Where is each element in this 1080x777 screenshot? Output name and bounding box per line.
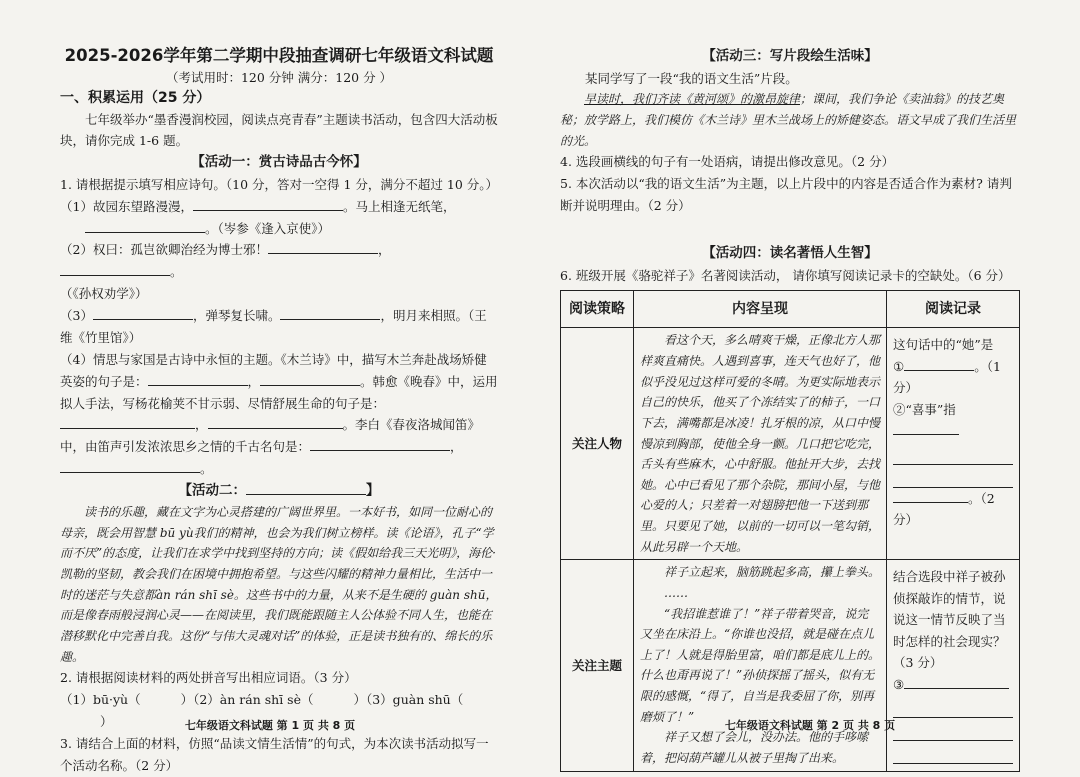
answer-blank[interactable] bbox=[60, 416, 195, 430]
activity-2-heading bbox=[60, 480, 498, 502]
q1-item-3 bbox=[60, 305, 498, 349]
passage-rest: ；课间，我们争论《卖油翁》的技艺奥秘；放学路上，我们模仿《木兰诗》里木兰战场上的矫健姿态。语文早成了我们生活里的光。 bbox=[560, 92, 1017, 148]
q1-stem: 1. 请根据提示填写相应诗句。（10 分，答对一空得 1 分，满分不超过 10 分。） bbox=[60, 176, 499, 192]
activity-4-heading: 【活动四：读名著悟人生智】 bbox=[702, 244, 878, 261]
activity-3-passage bbox=[560, 89, 1020, 151]
exam-title: 2025-2026学年第二学期中段抽查调研七年级语文科试题 bbox=[64, 46, 494, 65]
content-text-1: 祥子立起来，脑筋跳起多高，攥上拳头。 bbox=[664, 565, 881, 580]
section-heading: 一、积累运用（25 分） bbox=[60, 89, 211, 106]
answer-blank[interactable] bbox=[60, 263, 170, 277]
answer-blank[interactable] bbox=[85, 219, 205, 233]
table-row bbox=[561, 328, 1020, 560]
intro-text: 七年级举办“墨香漫润校园，阅读点亮青春”主题读书活动，包含四大活动板块，请你完成 1-6 题。 bbox=[60, 111, 498, 149]
q2-stem: 2. 请根据阅读材料的两处拼音写出相应词语。（3 分） bbox=[60, 670, 357, 686]
activity-2-prefix: 【活动二： bbox=[178, 482, 246, 499]
record-cell bbox=[887, 560, 1020, 771]
header-strategy: 阅读策略 bbox=[561, 291, 634, 328]
page-footer: 七年级语文科试题 第 1 页 共 8 页 bbox=[184, 718, 356, 732]
answer-blank[interactable] bbox=[148, 372, 248, 386]
q2-pinyin-2: ）（2）àn rán shī sè（ bbox=[180, 692, 314, 708]
record-label-2: ②“喜事”指 bbox=[893, 401, 956, 417]
q1-4-text-c: 。韩愈《晚春》中，运用拟人手法，写杨花榆荚不甘示弱、尽情舒展生命的句子是： bbox=[60, 373, 498, 411]
record-line-2 bbox=[893, 399, 1013, 442]
q1-item-2 bbox=[60, 239, 498, 305]
answer-blank[interactable] bbox=[193, 197, 343, 211]
record-line-1 bbox=[893, 356, 1013, 399]
activity-3-heading: 【活动三：写片段绘生活味】 bbox=[702, 48, 878, 64]
answer-blank[interactable] bbox=[280, 307, 380, 321]
answer-blank[interactable] bbox=[893, 422, 959, 436]
strategy-cell: 关注主题 bbox=[561, 560, 634, 771]
reading-record-table bbox=[560, 290, 1020, 771]
q5-stem: 5. 本次活动以“我的语文生活”为主题，以上片段中的内容是否适合作为素材? 请判断并说明理由。（2 分） bbox=[560, 176, 1012, 214]
content-text-2: …… bbox=[664, 585, 688, 600]
answer-blank[interactable] bbox=[893, 489, 968, 503]
activity-3-intro: 某同学写了一段“我的语文生活”片段。 bbox=[585, 70, 798, 86]
q1-4-text-f: ， bbox=[450, 439, 463, 455]
record-end-2: 。（2 分） bbox=[893, 490, 995, 528]
q6-stem: 6. 班级开展《骆驼祥子》名著阅读活动， 请你填写阅读记录卡的空缺处。（6 分） bbox=[560, 267, 1011, 283]
answer-blank[interactable] bbox=[904, 675, 1009, 689]
header-record: 阅读记录 bbox=[887, 291, 1020, 328]
q1-3-text-a: （3） bbox=[60, 308, 93, 324]
record-label-1: ① bbox=[893, 358, 905, 374]
record-question: 结合选段中祥子被孙侦探敲诈的情节，说说这一情节反映了当时怎样的社会现实？（3 分） bbox=[893, 569, 1006, 671]
page-footer: 七年级语文科试题 第 2 页 共 8 页 bbox=[724, 718, 896, 732]
answer-blank[interactable] bbox=[268, 241, 378, 255]
content-text: 看这个天，多么晴爽干燥，正像北方人那样爽直痛快。人遇到喜事，连天气也好了，他似乎没见过这样可爱的冬晴。为更实际地表示自己的快乐，他买了个冻结实了的柿子，一口下去，满嘴都是冰凌！扎牙根的凉，从口中慢慢凉到胸部，使他全身一颤。几口把它吃完，舌头有些麻木，心中舒服。他扯开大步，去找她。心中已看见了那个杂院，那间小屋，与他心爱的人；只差着一对翅膀把他一下送到那里。只要见了她，以前的一切可以一笔勾销，从此另辟一个天地。 bbox=[640, 333, 881, 554]
q3-stem: 3. 请结合上面的材料，仿照“品读文情生活情”的句式，为本次读书活动拟写一个活动名称。（2 分） bbox=[60, 735, 489, 773]
q1-4-text-b: ， bbox=[247, 373, 261, 389]
answer-line[interactable] bbox=[893, 741, 1013, 764]
activity-1-heading: 【活动一：赏古诗品古今怀】 bbox=[191, 154, 367, 171]
record-cell bbox=[887, 328, 1020, 560]
activity-2-suffix: 】 bbox=[366, 482, 380, 499]
q2-pinyin-3: ）（3）guàn shū（ bbox=[353, 692, 464, 708]
answer-blank[interactable] bbox=[260, 372, 360, 386]
q1-4-text-g: 。 bbox=[200, 461, 213, 477]
record-intro: 这句话中的“她”是 bbox=[893, 337, 994, 353]
answer-blank[interactable] bbox=[904, 357, 974, 371]
q1-item-1 bbox=[60, 196, 498, 240]
q1-1-text-c: 。（岑参《逢入京使》） bbox=[205, 220, 331, 236]
q1-4-text-a: （4）情思与家国是古诗中永恒的主题。《木兰诗》中，描写木兰奔赴战场矫健英姿的句子是： bbox=[60, 351, 487, 389]
answer-blank[interactable] bbox=[310, 438, 450, 452]
q1-2-text-c: 。 bbox=[170, 264, 183, 280]
q1-1-text-a: （1）故园东望路漫漫， bbox=[60, 198, 193, 214]
record-label-3: ③ bbox=[893, 676, 905, 692]
q4-stem: 4. 选段画横线的句子有一处语病，请提出修改意见。（2 分） bbox=[560, 154, 895, 170]
answer-blank[interactable] bbox=[208, 416, 343, 430]
q1-4-text-e: 。李白《春夜洛城闻笛》中，由笛声引发浓浓思乡之情的千古名句是： bbox=[60, 417, 481, 455]
answer-line[interactable] bbox=[893, 442, 1013, 465]
table-header-row bbox=[561, 291, 1020, 328]
exam-page-2 bbox=[540, 0, 1080, 763]
answer-blank[interactable] bbox=[93, 307, 193, 321]
q1-item-4 bbox=[60, 349, 498, 480]
answer-blank[interactable] bbox=[60, 460, 200, 474]
record-line-end bbox=[893, 488, 1013, 531]
table-row bbox=[561, 560, 1020, 771]
answer-line[interactable] bbox=[893, 465, 1013, 488]
exam-page-1 bbox=[0, 0, 540, 773]
q1-2-text-b: ， bbox=[377, 242, 391, 258]
q1-2-text-a: （2）权曰：孤岂欲卿治经为博士邪！ bbox=[60, 242, 268, 258]
exam-info: （考试用时：120 分钟 满分：120 分 ） bbox=[165, 69, 393, 85]
record-line-3 bbox=[893, 674, 1013, 696]
content-cell bbox=[634, 328, 887, 560]
q1-2-source: （《孙权劝学》） bbox=[60, 286, 148, 302]
activity-name-blank[interactable] bbox=[246, 480, 366, 495]
q1-3-text-b: ，弹琴复长啸。 bbox=[192, 308, 281, 324]
header-content: 内容呈现 bbox=[634, 291, 887, 328]
q2-end: ） bbox=[100, 713, 113, 729]
underlined-sentence: 早读时，我们齐读《黄河颂》的激昂旋律 bbox=[584, 92, 801, 107]
q1-1-text-b: 。马上相逢无纸笔， bbox=[342, 198, 456, 214]
q2-pinyin-1: （1）bū·yù（ bbox=[60, 692, 141, 708]
strategy-cell: 关注人物 bbox=[561, 328, 634, 560]
q1-3-text-c: ，明月来相照。（王维《竹里馆》） bbox=[60, 308, 487, 345]
content-text-3: “我招谁惹谁了！”祥子带着哭音，说完又坐在床沿上。“你谁也没招，就是碰在点儿上了！人就是得胎里富，咱们都是底儿上的。什么也甭再说了！”孙侦探摇了摇头，似有无限的感慨，“得了，自当是我委屈了你，别再磨烦了！” bbox=[640, 606, 881, 724]
q1-4-text-d: ， bbox=[195, 417, 208, 433]
record-end-1: 。（1 分） bbox=[893, 358, 1001, 396]
reading-passage: 读书的乐趣，藏在文字为心灵搭建的广阔世界里。一本好书，如同一位耐心的母亲，既会用智慧 bū yù我们的精神，也会为我们树立榜样。读《论语》，孔子“学而不厌”的态度，让我们在求学中找到坚持的方向；读《假如给我三天光明》，海伦·凯勒的坚韧，教会我们在困境中拥抱希望。与这些闪耀的精神力量相比，生活中一时的迷茫与失意都àn rán shī sè。这些书中的力量，从来不是生硬的 guàn shū，而是像春雨般浸润心灵——在阅读里，我们既能跟随主人公体验不同人生，也能在潜移默化中完善自我。这份“与伟大灵魂对话”的体验，正是读书独有的、绵长的乐趣。 bbox=[60, 505, 498, 664]
content-text-4: 祥子又想了会儿，没办法。他的手哆嗦着，把闷葫芦罐儿从被子里掏了出来。 bbox=[640, 730, 869, 765]
content-cell bbox=[634, 560, 887, 771]
